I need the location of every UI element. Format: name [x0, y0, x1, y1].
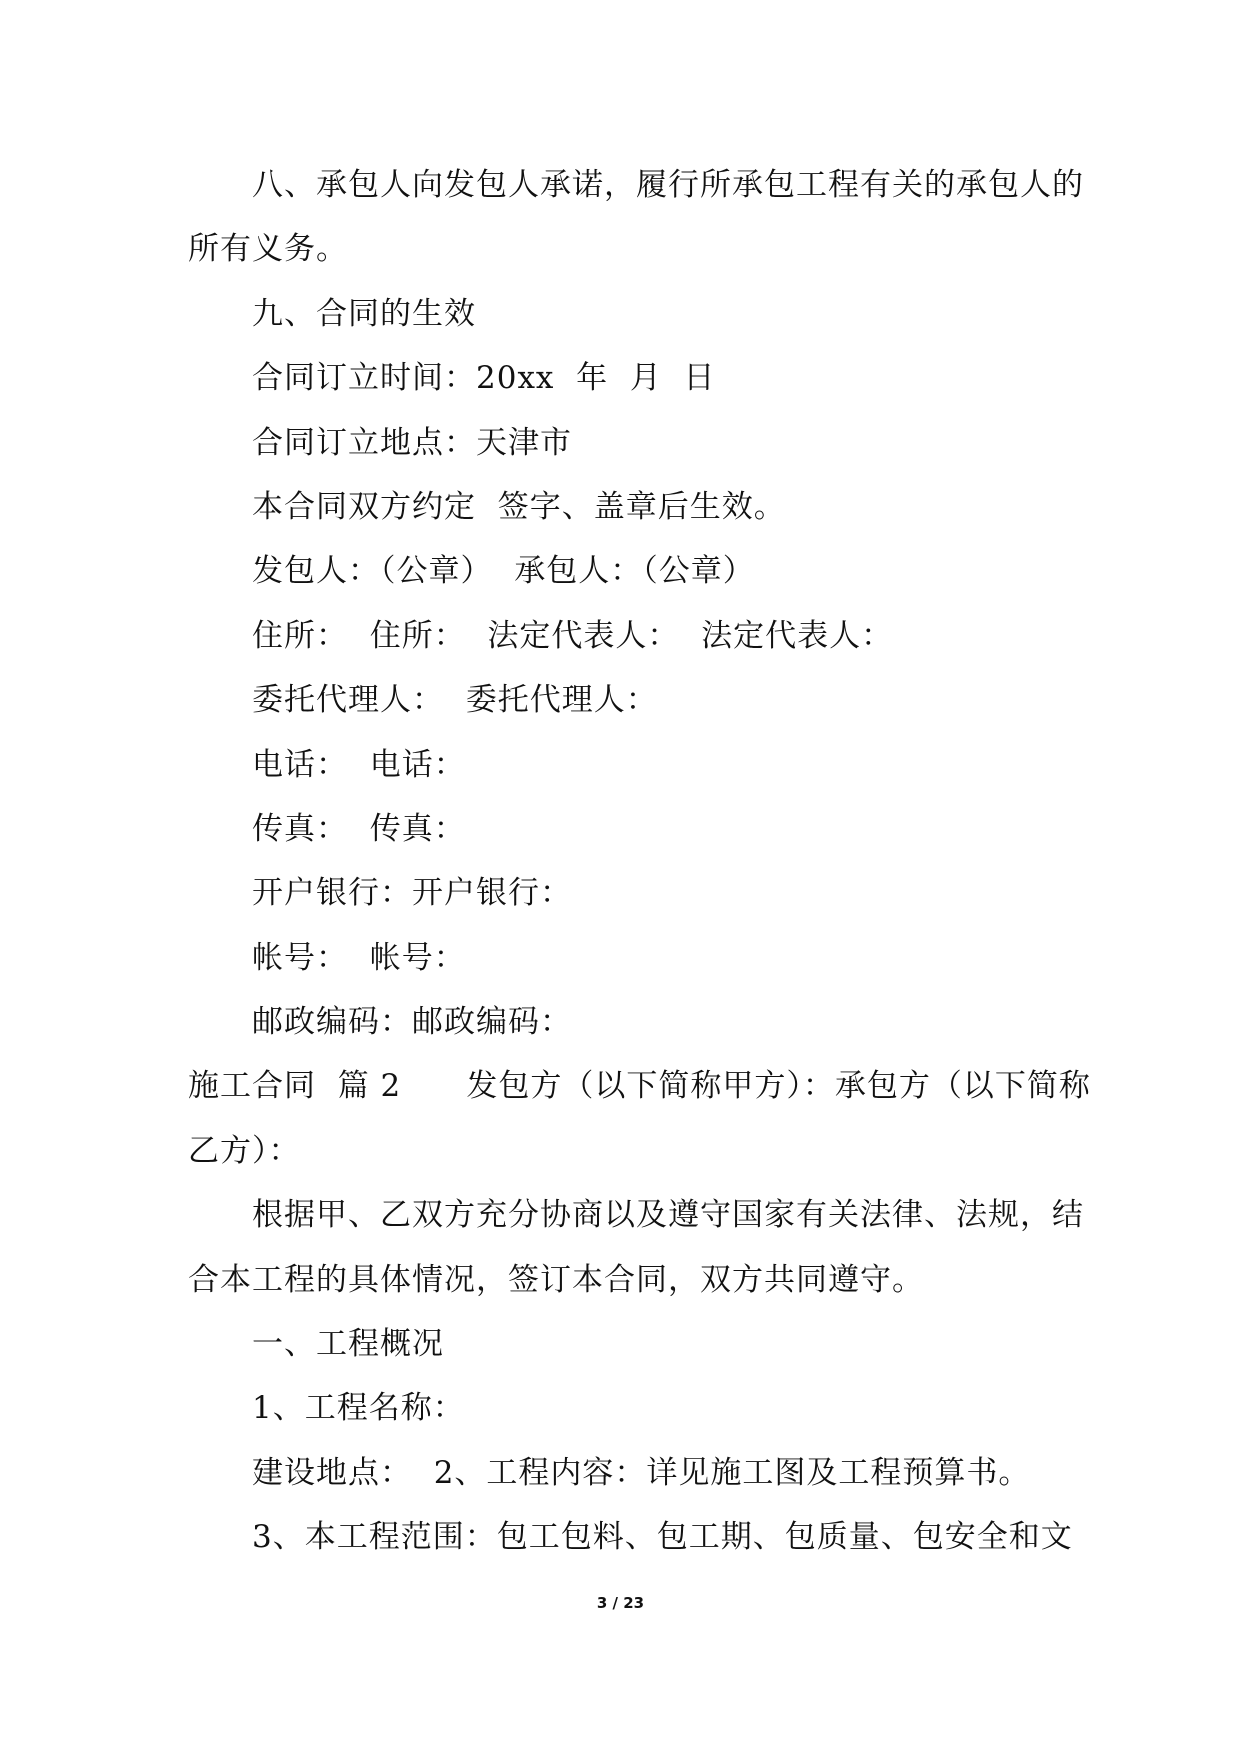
paragraph-line: 所有义务。 [188, 231, 348, 268]
section-heading: 一、工程概况 [252, 1326, 444, 1363]
paragraph-line: 根据甲、乙双方充分协商以及遵守国家有关法律、法规，结 [252, 1197, 1084, 1234]
paragraph-line: 八、承包人向发包人承诺，履行所承包工程有关的承包人的 [252, 167, 1084, 203]
signature-line: 电话： 电话： [252, 746, 466, 783]
signature-line: 传真： 传真： [252, 810, 466, 847]
signature-line: 帐号： 帐号： [252, 939, 466, 976]
document-body [188, 153, 1091, 1570]
paragraph-line: 1、工程名称： [252, 1390, 465, 1427]
page-number: 3 / 23 [596, 1594, 645, 1612]
paragraph-line: 合本工程的具体情况，签订本合同，双方共同遵守。 [188, 1261, 924, 1298]
paragraph-line: 3、本工程范围：包工包料、包工期、包质量、包安全和文 [252, 1519, 1073, 1556]
paragraph-line: 合同订立时间：20xx 年 月 日 [252, 360, 716, 397]
paragraph-line: 合同订立地点：天津市 [252, 424, 572, 461]
contract-title-line: 施工合同 篇 2 发包方（以下简称甲方）：承包方（以下简称 [188, 1068, 1091, 1105]
signature-line: 委托代理人： 委托代理人： [252, 682, 658, 719]
signature-line: 邮政编码：邮政编码： [252, 1004, 572, 1041]
paragraph-line: 建设地点： 2、工程内容：详见施工图及工程预算书。 [252, 1454, 1031, 1491]
section-heading: 九、合同的生效 [252, 295, 476, 332]
paragraph-line: 本合同双方约定 签字、盖章后生效。 [252, 488, 786, 525]
signature-line: 住所： 住所： 法定代表人： 法定代表人： [252, 617, 894, 654]
paragraph-line: 乙方）： [188, 1132, 301, 1169]
signature-line: 发包人：（公章） 承包人：（公章） [252, 553, 755, 590]
signature-line: 开户银行：开户银行： [252, 875, 572, 912]
